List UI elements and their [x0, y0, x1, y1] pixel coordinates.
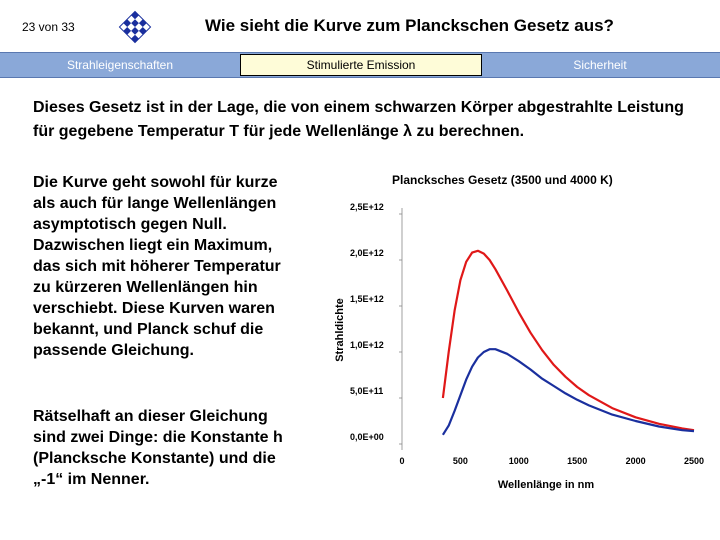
curve-description: Die Kurve geht sowohl für kurze als auch für lange Wellenlängen asymptotisch gegen Null. Dazwischen liegt ein Maximum, das sich mit höherer Temperatur zu kürzeren Wellenlängen hin verschiebt. Diese Kurven waren bekannt, und Planck schuf die passende Gleichung. — [33, 174, 281, 359]
x-tick-label: 1500 — [567, 456, 588, 466]
x-tick-label: 2500 — [683, 456, 705, 466]
y-tick-label: 5,0E+11 — [350, 386, 384, 396]
y-tick-label: 1,0E+12 — [350, 340, 384, 350]
tab-strahleigenschaften[interactable]: Strahleigenschaften — [66, 58, 174, 72]
slide-header — [0, 0, 720, 52]
y-tick-label: 2,0E+12 — [350, 248, 384, 258]
series-line-1 — [443, 251, 694, 430]
x-tick-label: 500 — [452, 456, 468, 466]
y-tick-label: 1,5E+12 — [350, 294, 384, 304]
planck-chart — [320, 160, 715, 500]
slide-counter: 23 von 33 — [22, 20, 75, 34]
x-tick-label: 1000 — [508, 456, 529, 466]
tab-sicherheit[interactable]: Sicherheit — [573, 58, 627, 72]
y-tick-label: 0,0E+00 — [350, 432, 384, 442]
mystery-description: Rätselhaft an dieser Gleichung sind zwei Dinge: die Konstante h (Plancksche Konstante) und die „-1“ im Nenner. — [33, 408, 283, 488]
y-tick-label: 2,5E+12 — [350, 202, 384, 212]
chart-x-axis-label: Wellenlänge in nm — [497, 479, 595, 491]
x-tick-label: 0 — [399, 456, 405, 466]
tab-bar — [0, 52, 720, 78]
intro-text: Dieses Gesetz ist in der Lage, die von einem schwarzen Körper abgestrahlte Leistung für gegebene Temperatur T für jede Wellenlänge λ zu berechnen. — [33, 99, 684, 140]
slide-title: Wie sieht die Kurve zum Planckschen Gesetz aus? — [205, 16, 614, 35]
checkered-diamond-logo-icon — [118, 10, 152, 44]
x-tick-label: 2000 — [625, 456, 646, 466]
chart-y-axis-label: Strahldichte — [334, 298, 346, 362]
chart-title: Plancksches Gesetz (3500 und 4000 K) — [392, 173, 613, 187]
tab-stimulierte-emission[interactable]: Stimulierte Emission — [240, 54, 482, 76]
